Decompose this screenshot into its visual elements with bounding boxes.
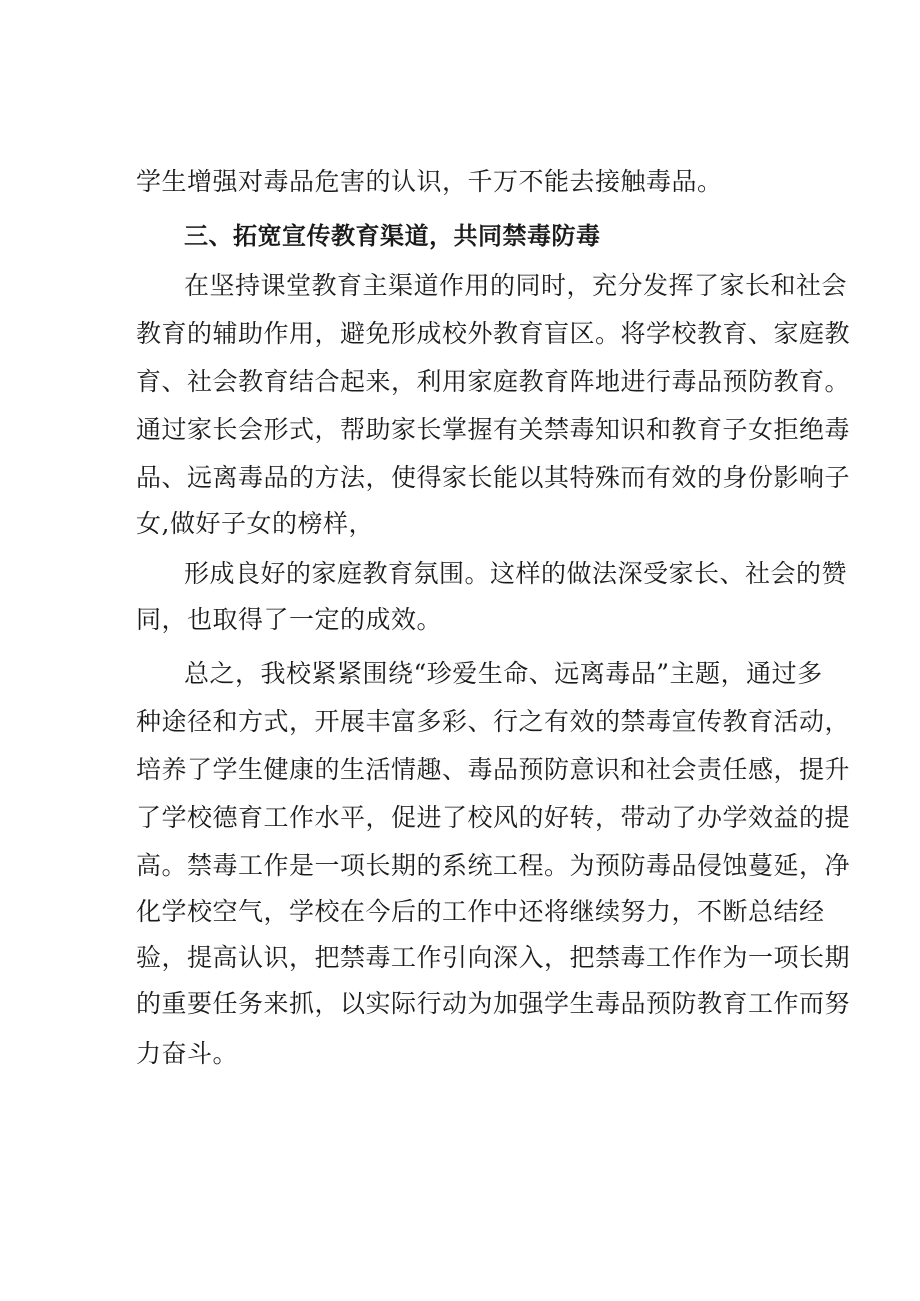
text-line: 形成良好的家庭教育氛围。这样的做法深受家长、社会的赞	[184, 559, 848, 588]
text-line: 学生增强对毒品危害的认识，千万不能去接触毒品。	[136, 167, 723, 196]
text-line: 高。禁毒工作是一项长期的系统工程。为预防毒品侵蚀蔓延，净	[136, 851, 851, 880]
text-line: 女,做好子女的榜样，	[136, 509, 374, 538]
text-line: 化学校空气，学校在今后的工作中还将继续努力，不断总结经	[136, 897, 825, 926]
text-line: 品、远离毒品的方法，使得家长能以其特殊而有效的身份影响子	[136, 463, 851, 492]
section-heading: 三、拓宽宣传教育渠道，共同禁毒防毒	[184, 222, 601, 250]
text-line: 育、社会教育结合起来，利用家庭教育阵地进行毒品预防教育。	[136, 367, 851, 396]
text-line: 在坚持课堂教育主渠道作用的同时，充分发挥了家长和社会	[184, 271, 848, 300]
text-line: 培养了学生健康的生活情趣、毒品预防意识和社会责任感，提升	[136, 755, 851, 784]
text-line: 种途径和方式，开展丰富多彩、行之有效的禁毒宣传教育活动，	[136, 707, 851, 736]
text-line: 总之，我校紧紧围绕“珍爱生命、远离毒品”主题，通过多	[184, 659, 823, 688]
text-line: 教育的辅助作用，避免形成校外教育盲区。将学校教育、家庭教	[136, 319, 851, 348]
text-line: 力奋斗。	[136, 1039, 239, 1068]
text-line: 了学校德育工作水平，促进了校风的好转，带动了办学效益的提	[136, 803, 851, 832]
text-line: 通过家长会形式，帮助家长掌握有关禁毒知识和教育子女拒绝毒	[136, 415, 851, 444]
text-line: 的重要任务来抓，以实际行动为加强学生毒品预防教育工作而努	[136, 989, 851, 1018]
text-line: 同，也取得了一定的成效。	[136, 605, 443, 634]
text-line: 验，提高认识，把禁毒工作引向深入，把禁毒工作作为一项长期	[136, 943, 851, 972]
